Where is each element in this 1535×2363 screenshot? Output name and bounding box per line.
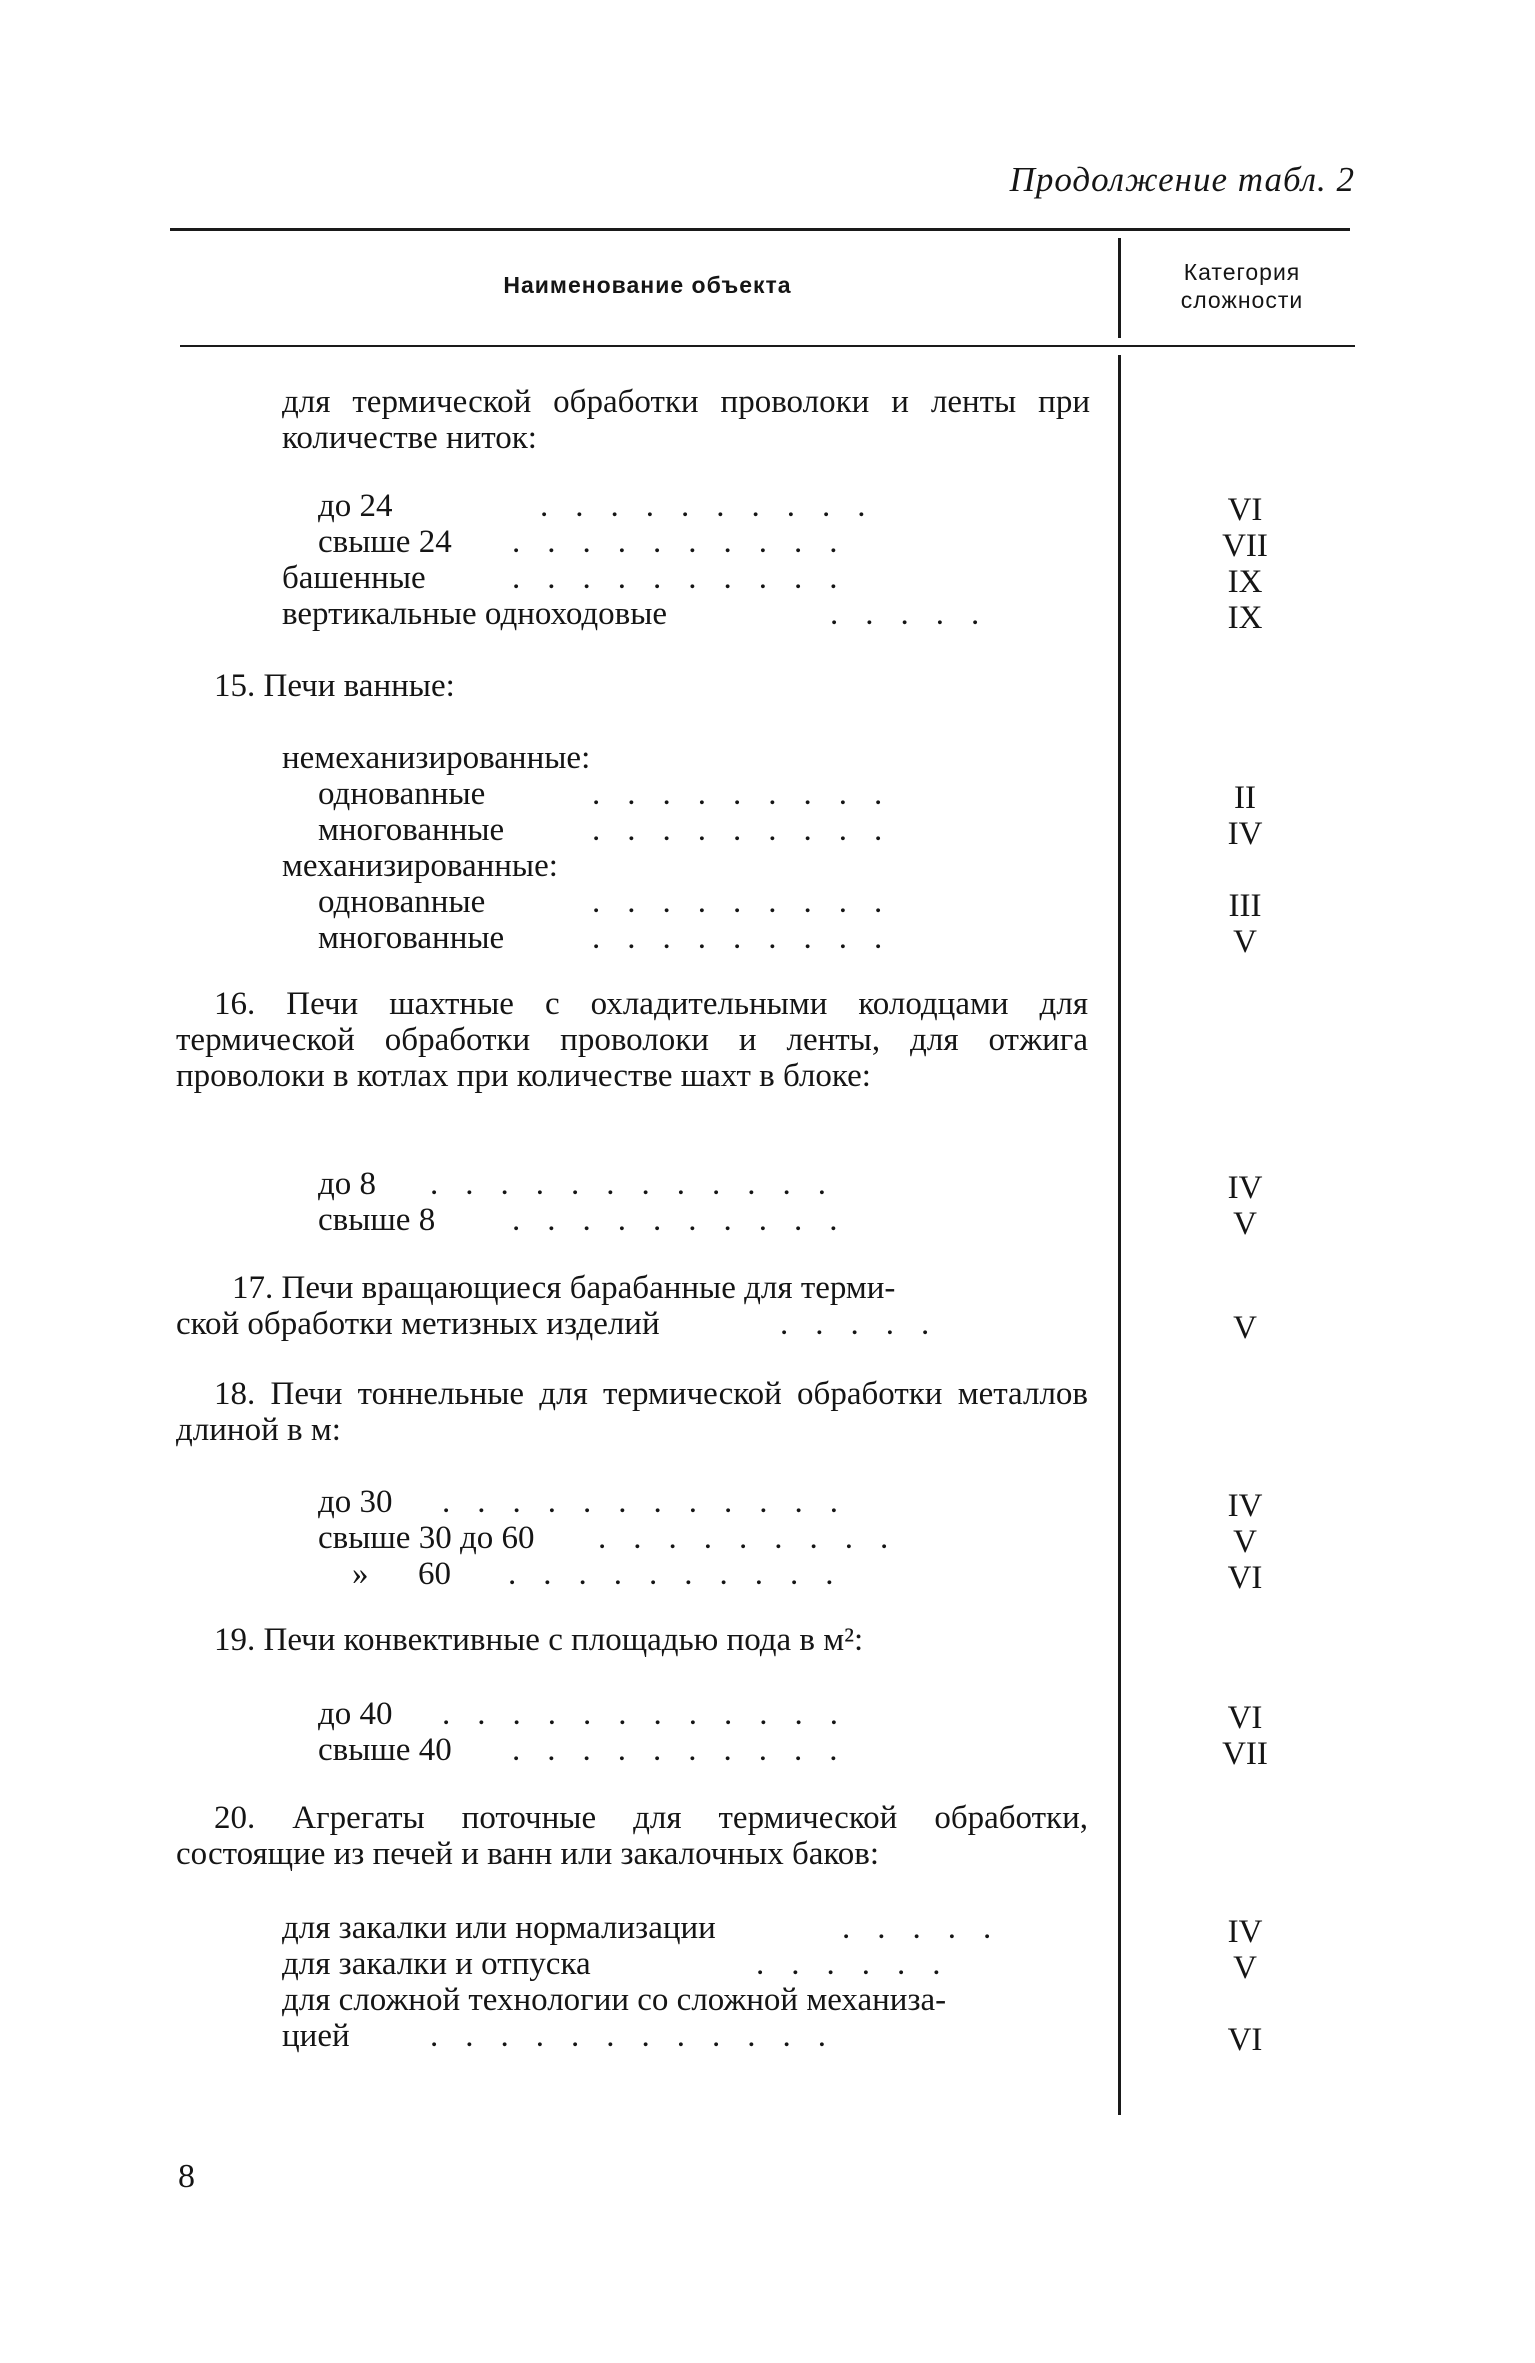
- category-value: IV: [1227, 816, 1263, 852]
- list-item: свыше 40: [318, 1732, 452, 1768]
- header-category-line2: сложности: [1180, 287, 1304, 313]
- category-value: V: [1233, 924, 1257, 960]
- subgroup-label: немеханизированные:: [282, 740, 591, 776]
- dot-leader: ............: [430, 2018, 853, 2054]
- category-value: V: [1233, 1950, 1257, 1986]
- category-value: VI: [1227, 1560, 1263, 1596]
- dot-leader: ..........: [508, 1556, 861, 1592]
- list-item: одноваnные: [318, 884, 486, 920]
- dot-leader: ............: [442, 1696, 865, 1732]
- dot-leader: .........: [592, 812, 910, 848]
- page-number: 8: [178, 2158, 195, 2195]
- category-value: VI: [1227, 492, 1263, 528]
- category-value: IX: [1227, 600, 1263, 636]
- list-item: свыше 24: [318, 524, 452, 560]
- dot-leader: .........: [592, 884, 910, 920]
- section-heading: 19. Печи конвективные с площадью пода в м²:: [214, 1622, 864, 1658]
- header-bottom-rule: [180, 345, 1355, 347]
- subgroup-label: механизированные:: [282, 848, 558, 884]
- list-item: для сложной технологии со сложной механиза-: [282, 1982, 947, 2018]
- category-value: II: [1234, 780, 1256, 816]
- header-name-column: Наименование объекта: [503, 272, 792, 298]
- list-item: вертикальные одноходовые: [282, 596, 668, 632]
- category-value: IV: [1227, 1488, 1263, 1524]
- section-17-line1: 17. Печи вращающиеся барабанные для терми-: [232, 1270, 896, 1306]
- dot-leader: ..........: [512, 1202, 865, 1238]
- list-item: свыше 30 до 60: [318, 1520, 535, 1556]
- category-value: V: [1233, 1524, 1257, 1560]
- list-item: многованные: [318, 920, 505, 956]
- dot-leader: ............: [442, 1484, 865, 1520]
- category-value: III: [1228, 888, 1262, 924]
- list-item: » 60: [352, 1556, 451, 1592]
- dot-leader: .....: [830, 596, 1007, 632]
- dot-leader: ..........: [512, 524, 865, 560]
- dot-leader: .....: [780, 1306, 957, 1342]
- list-item: до 40: [318, 1696, 393, 1732]
- column-divider-body: [1118, 355, 1121, 2115]
- list-item: до 30: [318, 1484, 393, 1520]
- section-16-paragraph: 16. Печи шахтные с охладительными колодцами для термической обработки проволоки и ленты, для отжига проволоки в котлах при количестве шахт в блоке:: [176, 986, 1088, 1094]
- category-value: IX: [1227, 564, 1263, 600]
- dot-leader: ..........: [512, 560, 865, 596]
- dot-leader: .........: [598, 1520, 916, 1556]
- category-value: IV: [1227, 1914, 1263, 1950]
- intro-paragraph: для термической обработки проволоки и ленты при количестве ниток:: [282, 384, 1090, 456]
- table-continuation-caption: Продолжение табл. 2: [1009, 160, 1355, 199]
- dot-leader: .....: [842, 1910, 1019, 1946]
- header-top-rule: [170, 228, 1350, 231]
- list-item: многованные: [318, 812, 505, 848]
- column-divider: [1118, 238, 1121, 338]
- category-value: VI: [1227, 1700, 1263, 1736]
- section-heading: 15. Печи ванные:: [214, 668, 455, 704]
- dot-leader: ......: [756, 1946, 968, 1982]
- list-item: для закалки или нормализации: [282, 1910, 716, 1946]
- list-item: свыше 8: [318, 1202, 436, 1238]
- section-20-paragraph: 20. Агрегаты поточные для термической обработки, состоящие из печей и ванн или закалочных баков:: [176, 1800, 1088, 1872]
- category-value: VII: [1222, 528, 1268, 564]
- list-item: для закалки и отпуска: [282, 1946, 591, 1982]
- dot-leader: .........: [592, 920, 910, 956]
- dot-leader: ..........: [512, 1732, 865, 1768]
- dot-leader: ............: [430, 1166, 853, 1202]
- list-item: цией: [282, 2018, 350, 2054]
- category-value: IV: [1227, 1170, 1263, 1206]
- section-18-paragraph: 18. Печи тоннельные для термической обработки металлов длиной в м:: [176, 1376, 1088, 1448]
- dot-leader: .........: [592, 776, 910, 812]
- header-category-column: [1122, 258, 1362, 314]
- list-item: ской обработки метизных изделий: [176, 1306, 660, 1342]
- category-value: VII: [1222, 1736, 1268, 1772]
- category-value: V: [1233, 1206, 1257, 1242]
- dot-leader: ..........: [540, 488, 893, 524]
- category-value: VI: [1227, 2022, 1263, 2058]
- list-item: до 8: [318, 1166, 377, 1202]
- list-item: башенные: [282, 560, 426, 596]
- list-item: одноваnные: [318, 776, 486, 812]
- list-item: до 24: [318, 488, 393, 524]
- header-category-line1: Категория: [1183, 259, 1301, 285]
- category-value: V: [1233, 1310, 1257, 1346]
